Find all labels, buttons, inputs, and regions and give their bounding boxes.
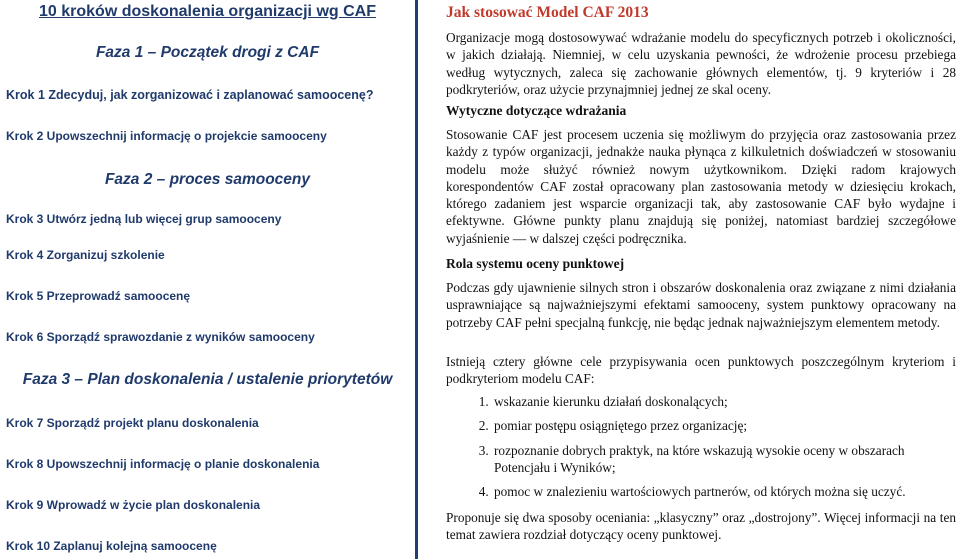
- step-2: Krok 2 Upowszechnij informację o projekcie samooceny: [6, 129, 327, 143]
- list-item: 1. wskazanie kierunku działań doskonalących;: [492, 393, 956, 410]
- step-6: Krok 6 Sporządź sprawozdanie z wyników samooceny: [6, 330, 315, 344]
- document-heading: Jak stosować Model CAF 2013: [446, 4, 649, 21]
- step-4: Krok 4 Zorganizuj szkolenie: [6, 248, 165, 262]
- step-3: Krok 3 Utwórz jedną lub więcej grup samooceny: [6, 212, 282, 226]
- panel-title: 10 kroków doskonalenia organizacji wg CAF: [39, 3, 376, 20]
- section-1-title: Wytyczne dotyczące wdrażania: [446, 103, 627, 118]
- goals-list: [446, 393, 956, 507]
- section-2-title: Rola systemu oceny punktowej: [446, 256, 625, 271]
- step-5: Krok 5 Przeprowadź samoocenę: [6, 289, 191, 303]
- step-8: Krok 8 Upowszechnij informację o planie doskonalenia: [6, 457, 320, 471]
- step-7: Krok 7 Sporządź projekt planu doskonalenia: [6, 416, 259, 430]
- list-item: 2. pomiar postępu osiągniętego przez organizację;: [492, 417, 956, 434]
- section-2-paragraph: Podczas gdy ujawnienie silnych stron i obszarów doskonalenia oraz związane z nimi działania usprawniające są najważniejszymi efektami samooceny, system punktowy opracowany na potrzeby CAF pełni specjalną funkcję, nie będąc jednak najważniejszym elementem metody.: [446, 280, 956, 330]
- phase-3-heading: Faza 3 – Plan doskonalenia / ustalenie priorytetów: [22, 371, 393, 388]
- section-1-paragraph: Stosowanie CAF jest procesem uczenia się możliwym do przyjęcia oraz zastosowania przez każdy z typów organizacji, jednakże nauka płynąca z kilkuletnich doświadczeń w stosowaniu modelu może służyć również nowym użytkownikom. Dzięki radom krajowych korespondentów CAF został opracowany plan zastosowania metody w dziesięciu krokach, którego zadaniem jest wsparcie organizacji tak, aby zastosowanie CAF było wydajne i efektywne. Główne punkty planu znajdują się poniżej, natomiast bardziej szczegółowe wyjaśnienie — w dalszej części podręcznika.: [446, 127, 956, 246]
- closing-paragraph: Proponuje się dwa sposoby oceniania: „klasyczny” oraz „dostrojony”. Więcej informacji na ten temat zawiera rozdział dotyczący oceny punktowej.: [446, 510, 956, 543]
- step-1: Krok 1 Zdecyduj, jak zorganizować i zaplanować samoocenę?: [6, 88, 374, 102]
- left-panel: [0, 0, 418, 559]
- right-panel: [446, 0, 958, 559]
- phase-1-heading: Faza 1 – Początek drogi z CAF: [95, 44, 320, 61]
- phase-2-heading: Faza 2 – proces samooceny: [104, 171, 311, 188]
- intro-paragraph: Organizacje mogą dostosowywać wdrażanie modelu do specyficznych potrzeb i okoliczności, w jakich działają. Niemniej, w celu uzyskania pewności, że wdrożenie procesu przebiega według wytycznych, zaleca się zachowanie głównych elementów, tj. 9 kryteriów i 28 podkryteriów, oraz użycie przynajmniej jednej ze skal oceny.: [446, 30, 956, 97]
- list-item: 3. rozpoznanie dobrych praktyk, na które wskazują wysokie oceny w obszarach Potencjału i Wyników;: [492, 442, 956, 477]
- step-9: Krok 9 Wprowadź w życie plan doskonalenia: [6, 498, 261, 512]
- list-item: 4. pomoc w znalezieniu wartościowych partnerów, od których można się uczyć.: [492, 483, 956, 500]
- list-intro-paragraph: Istnieją cztery główne cele przypisywania ocen punktowych poszczególnym kryteriom i podkryteriom modelu CAF:: [446, 354, 956, 387]
- step-10: Krok 10 Zaplanuj kolejną samoocenę: [6, 539, 217, 553]
